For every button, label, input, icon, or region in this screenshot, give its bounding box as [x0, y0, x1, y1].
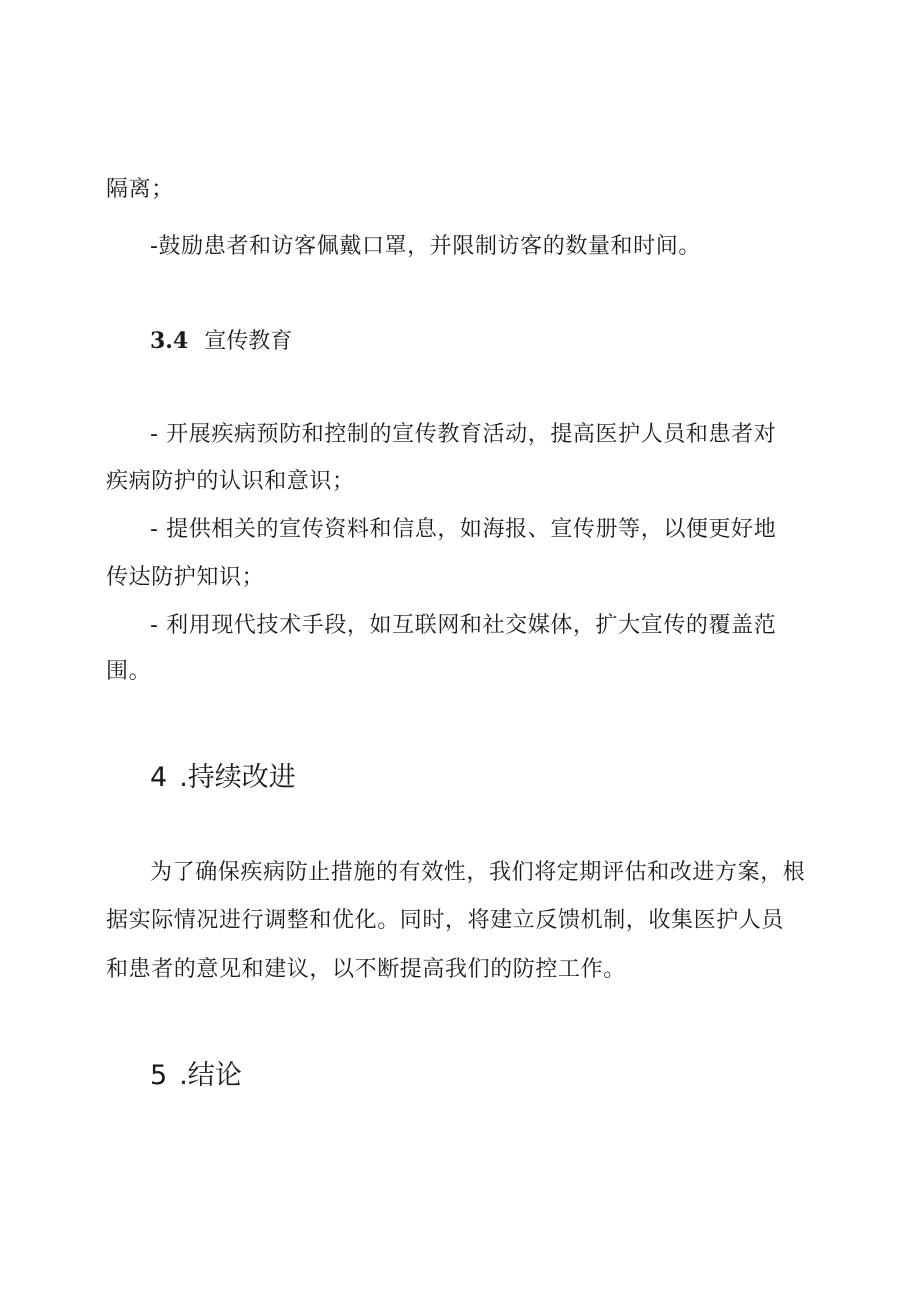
- section-title: .结论: [179, 1060, 242, 1091]
- paragraph-line: -鼓励患者和访客佩戴口罩，并限制访客的数量和时间。: [150, 234, 701, 259]
- section-heading-4: [150, 760, 296, 796]
- section-title: 宣传教育: [204, 329, 293, 354]
- section-number: 4: [150, 762, 168, 793]
- paragraph-line: 隔离；: [106, 177, 174, 202]
- paragraph-line: 传达防护知识；: [106, 565, 265, 590]
- paragraph-line: - 开展疾病预防和控制的宣传教育活动，提高医护人员和患者对: [150, 422, 777, 447]
- section-number: 5: [150, 1060, 168, 1091]
- section-heading-5: [150, 1058, 242, 1094]
- paragraph-line: 为了确保疾病防止措施的有效性，我们将定期评估和改进方案，根: [150, 860, 806, 885]
- section-number: 3.4: [150, 328, 189, 354]
- paragraph-line: - 提供相关的宣传资料和信息，如海报、宣传册等，以便更好地: [150, 517, 777, 542]
- section-heading-3-4: [150, 326, 292, 357]
- section-title: .持续改进: [179, 762, 296, 793]
- paragraph-line: 和患者的意见和建议，以不断提高我们的防控工作。: [106, 957, 626, 982]
- paragraph-line: 疾病防护的认识和意识；: [106, 469, 355, 494]
- paragraph-line: 围。: [106, 659, 152, 684]
- paragraph-line: - 利用现代技术手段，如互联网和社交媒体，扩大宣传的覆盖范: [150, 613, 777, 638]
- paragraph-line: 据实际情况进行调整和优化。同时，将建立反馈机制，收集医护人员: [106, 908, 785, 933]
